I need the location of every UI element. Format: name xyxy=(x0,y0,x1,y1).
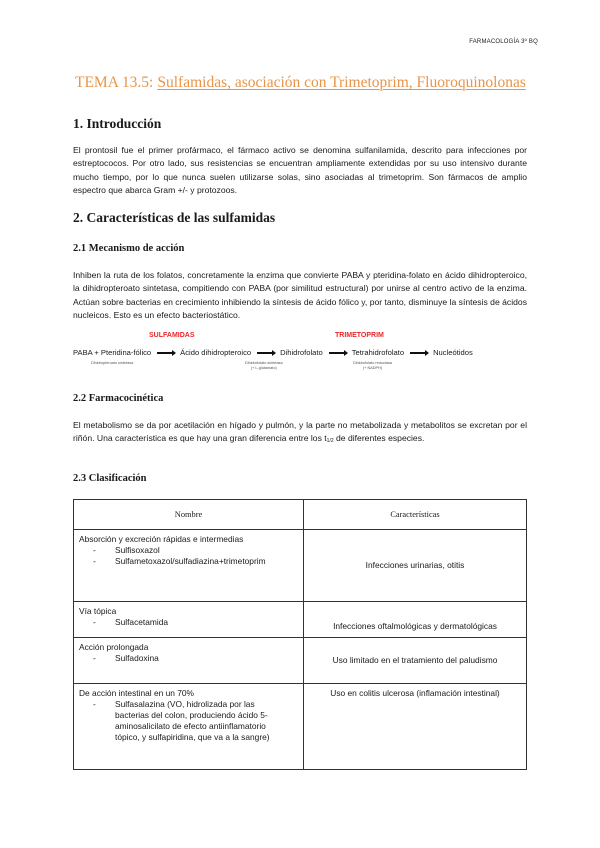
drug-list xyxy=(79,617,298,628)
enzyme-cofactor: (+ NADPH) xyxy=(362,366,383,370)
pathway-node: Nucleótidos xyxy=(433,348,473,357)
folate-pathway-diagram xyxy=(73,332,533,378)
section-heading-caracteristicas: 2. Características de las sulfamidas xyxy=(73,210,276,225)
farmacocinetica-text-a: El metabolismo se da por acetilación en hígado y pulmón, y la parte no metabolizada y metabolitos se excretan por el riñón. Una característica es que hay una gran diferencia entre los t xyxy=(73,420,527,444)
table-row xyxy=(74,602,527,638)
arrow-right-icon xyxy=(329,352,346,354)
arrow-right-icon xyxy=(157,352,174,354)
column-header-caracteristicas: Características xyxy=(304,500,527,530)
cell-nombre xyxy=(74,602,304,638)
title-prefix: TEMA 13.5: xyxy=(75,74,154,91)
drug-item: - Sulfadoxina xyxy=(79,653,298,664)
table-row xyxy=(74,530,527,602)
subsection-heading-mecanismo: 2.1 Mecanismo de acción xyxy=(73,243,185,254)
column-header-nombre: Nombre xyxy=(74,500,304,530)
drug-list xyxy=(79,653,298,664)
table-row xyxy=(74,638,527,684)
arrow-right-icon xyxy=(410,352,427,354)
enzyme-label xyxy=(91,361,133,366)
subsection-heading-farmacocinetica: 2.2 Farmacocinética xyxy=(73,393,164,404)
page-title xyxy=(75,74,526,92)
drug-list xyxy=(79,699,298,743)
group-name: Acción prolongada xyxy=(79,642,149,652)
inhibitor-trimetoprim-label: TRIMETOPRIM xyxy=(335,332,384,339)
group-name: De acción intestinal en un 70% xyxy=(79,688,194,698)
cell-nombre xyxy=(74,530,304,602)
enzyme-name: Dihidrofolato reductasa xyxy=(353,361,393,365)
subsection-heading-clasificacion: 2.3 Clasificación xyxy=(73,473,147,484)
cell-nombre xyxy=(74,684,304,770)
drug-item: - Sulfisoxazol xyxy=(79,545,298,556)
farmacocinetica-paragraph xyxy=(73,419,527,449)
drug-item: - Sulfametoxazol/sulfadiazina+trimetoprim xyxy=(79,556,298,567)
pathway-node: Dihidrofolato xyxy=(280,348,323,357)
cell-nombre xyxy=(74,638,304,684)
arrow-right-icon xyxy=(257,352,274,354)
drug-item: - Sulfasalazina (VO, hidrolizada por las bacterias del colon, produciendo ácido 5-aminosalicilato de efecto antiinflamatorio tópico, y sulfapiridina, que va a la sangre) xyxy=(79,699,298,743)
title-text: Sulfamidas, asociación con Trimetoprim, Fluoroquinolonas xyxy=(157,74,526,91)
pathway-row xyxy=(73,348,473,357)
farmacocinetica-text-b: de diferentes especies. xyxy=(333,433,425,444)
group-name: Absorción y excreción rápidas e intermedias xyxy=(79,534,244,544)
enzyme-name: Dihidropteroato sintetasa xyxy=(91,361,134,365)
pathway-node: PABA + Pteridina-fólico xyxy=(73,348,152,357)
enzyme-cofactor: (+ L-glutamato) xyxy=(250,366,277,370)
enzyme-label xyxy=(245,361,283,371)
enzyme-name: Dihidrofolato sintetasa xyxy=(245,361,283,365)
table-header-row xyxy=(74,500,527,530)
pathway-node: Tetrahidrofolato xyxy=(351,348,405,357)
group-name: Vía tópica xyxy=(79,606,117,616)
page-header-course: FARMACOLOGÍA 3º BQ xyxy=(469,39,538,45)
section-heading-introduccion: 1. Introducción xyxy=(73,116,162,131)
intro-paragraph: El prontosil fue el primer profármaco, el fármaco activo se denomina sulfanilamida, descrito para infecciones por estreptococos. Por otro lado, sus resistencias se encuentran ampliamente extendidas por su uso intensivo durante mucho tiempo, por lo que nunca suelen utilizarse solas, sino asociadas al trimetoprim. Son fármacos de amplio espectro que abarca Gram +/- y protozoos. xyxy=(73,145,527,196)
table-row xyxy=(74,684,527,770)
enzyme-label xyxy=(353,361,392,371)
pathway-node: Ácido dihidropteroico xyxy=(180,348,252,357)
drug-item: - Sulfacetamida xyxy=(79,617,298,628)
cell-caracteristicas: Infecciones urinarias, otitis xyxy=(304,530,527,602)
cell-caracteristicas: Infecciones oftalmológicas y dermatológicas xyxy=(304,602,527,638)
inhibitor-sulfamidas-label: SULFAMIDAS xyxy=(149,332,195,339)
drug-list xyxy=(79,545,298,567)
mecanismo-paragraph: Inhiben la ruta de los folatos, concretamente la enzima que convierte PABA y pteridina-folato en ácido dihidropteroico, la dihidropteroato sintetasa, compitiendo con PABA (por similitud estructural) por unirse al centro activo de la enzima. Actúan sobre bacterias en crecimiento inhibiendo la síntesis de ácido fólico y, por tanto, disminuye la síntesis de ácidos nucleicos. Esto es un efecto bacteriostático. xyxy=(73,270,527,321)
classification-table xyxy=(73,499,527,770)
half-life-subscript: 1/2 xyxy=(326,438,334,445)
cell-caracteristicas: Uso limitado en el tratamiento del paludismo xyxy=(304,638,527,684)
cell-caracteristicas: Uso en colitis ulcerosa (inflamación intestinal) xyxy=(304,684,527,770)
